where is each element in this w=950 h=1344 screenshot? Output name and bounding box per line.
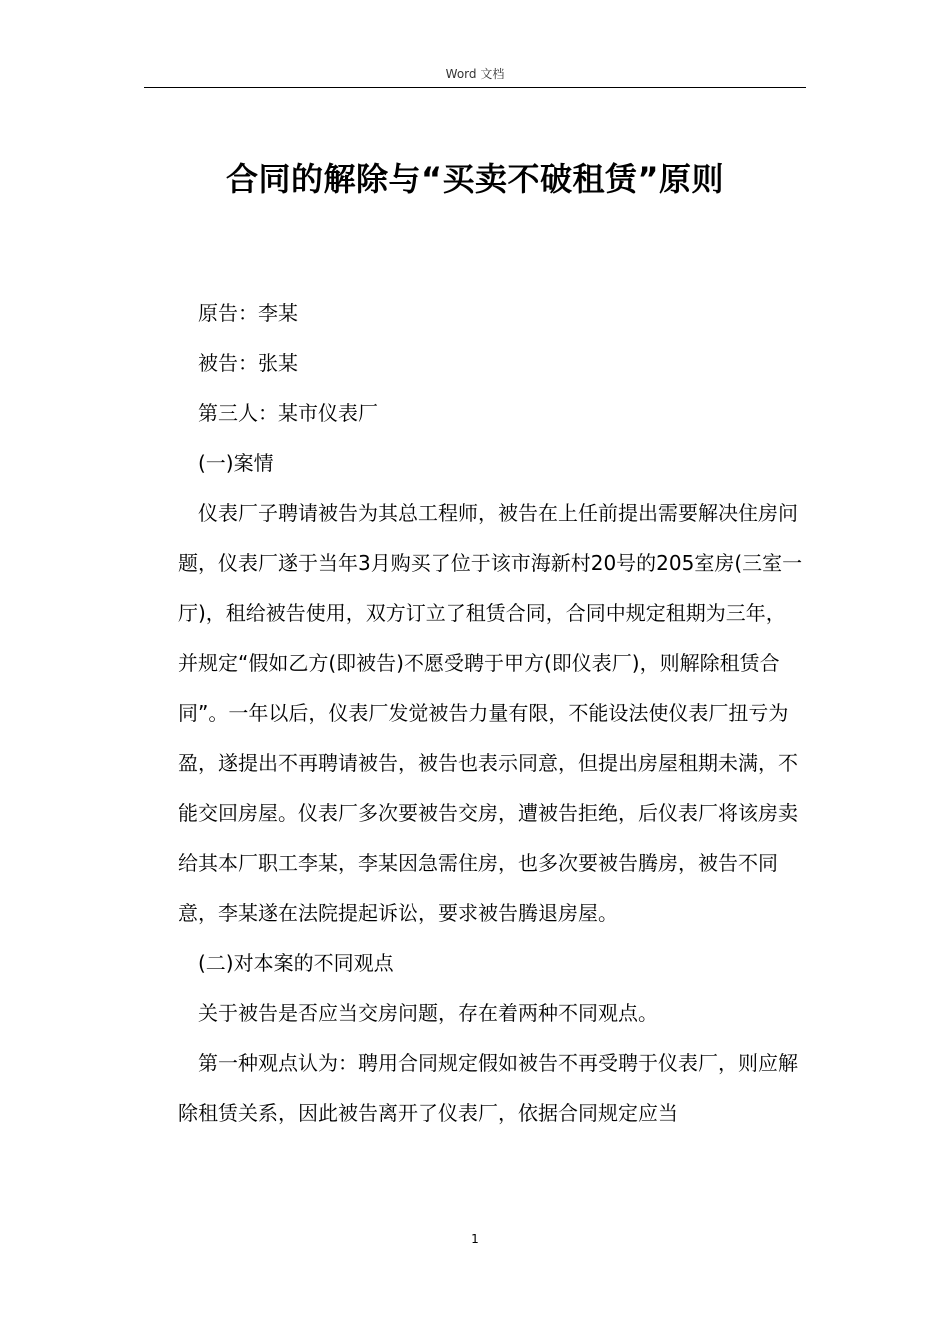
paragraph-defendant: 被告：张某 <box>198 351 298 375</box>
header-divider <box>144 87 806 88</box>
section-heading-case: (一)案情 <box>198 451 274 475</box>
section-heading-views: (二)对本案的不同观点 <box>198 951 394 975</box>
document-title: 合同的解除与“买卖不破租赁”原则 <box>225 160 725 198</box>
paragraph-views-intro: 关于被告是否应当交房问题，存在着两种不同观点。 <box>198 1001 658 1025</box>
document-body <box>178 288 804 1138</box>
page-number: 1 <box>471 1232 479 1246</box>
paragraph-plaintiff: 原告：李某 <box>198 301 298 325</box>
paragraph-case-facts: 仪表厂子聘请被告为其总工程师，被告在上任前提出需要解决住房问题，仪表厂遂于当年3月购买了位于该市海新村20号的205室房(三室一厅)，租给被告使用，双方订立了租赁合同，合同中规定租期为三年，并规定“假如乙方(即被告)不愿受聘于甲方(即仪表厂)，则解除租赁合同”。一年以后，仪表厂发觉被告力量有限，不能设法使仪表厂扭亏为盈，遂提出不再聘请被告，被告也表示同意，但提出房屋租期未满，不能交回房屋。仪表厂多次要被告交房，遭被告拒绝，后仪表厂将该房卖给其本厂职工李某，李某因急需住房，也多次要被告腾房，被告不同意，李某遂在法院提起诉讼，要求被告腾退房屋。 <box>178 501 803 925</box>
page-header: Word 文档 <box>445 67 505 81</box>
paragraph-first-view: 第一种观点认为：聘用合同规定假如被告不再受聘于仪表厂，则应解除租赁关系，因此被告离开了仪表厂，依据合同规定应当 <box>178 1051 798 1125</box>
paragraph-third-party: 第三人：某市仪表厂 <box>198 401 378 425</box>
